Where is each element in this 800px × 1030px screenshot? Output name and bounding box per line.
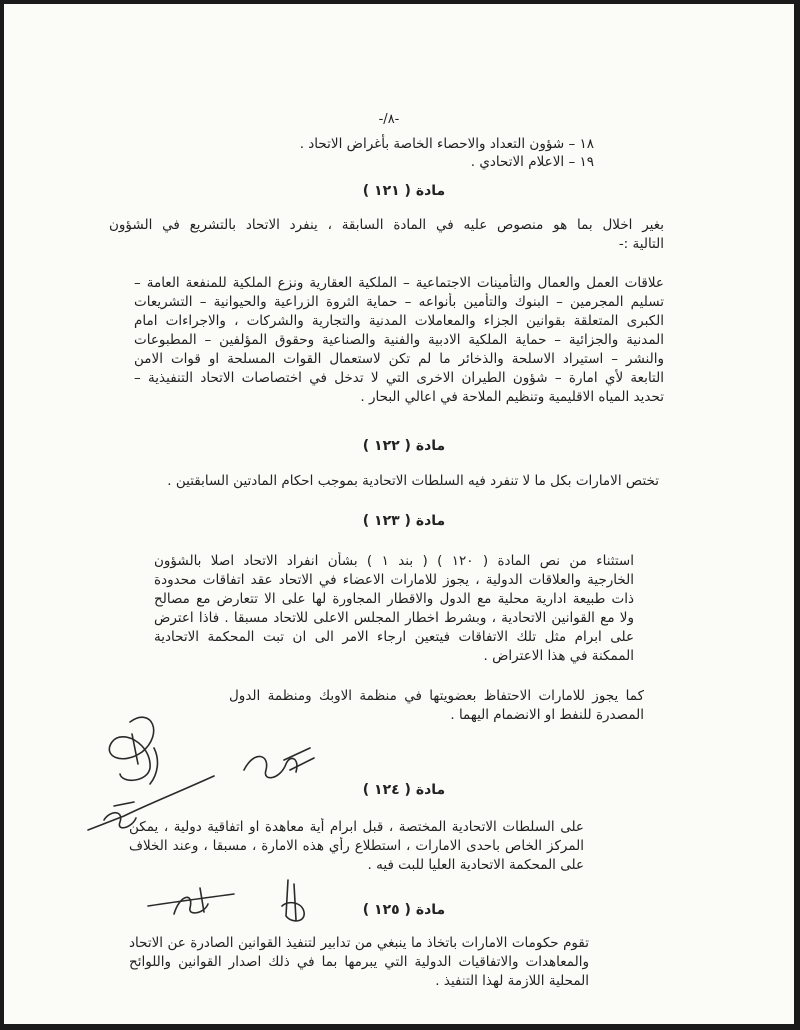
article-125-heading: مادة ( ١٢٥ )	[362, 902, 446, 918]
article-123-text: استثناء من نص المادة ( ١٢٠ ) ( بند ١ ) بشأن انفراد الاتحاد اصلا بالشؤون الخارجية والعلاقات الدولية ، يجوز للامارات الاعضاء في الاتحاد عقد اتفاقات محدودة ذات طبيعة ادارية محلية مع الدول والاقطار المجاورة لها على الا تتعارض مع مصالح ولا مع القوانين الاتحادية ، وبشرط اخطار المجلس الاعلى للاتحاد مسبقا . فاذا اعترض على ابرام مثل تلك الاتفاقات فيتعين ارجاء الامر الى ان تبت المحكمة الاتحادية الممكنة في هذا الاعتراض .	[154, 553, 634, 664]
list-item-19: ١٩ – الاعلام الاتحادي .	[470, 154, 594, 170]
article-124-text: على السلطات الاتحادية المختصة ، قبل ابرام أية معاهدة او اتفاقية دولية ، يمكن المركز الخاص باحدى الامارات ، استطلاع رأي هذه الامارة ، مسبقا ، وعند الخلاف على المحكمة الاتحادية العليا للبت فيه .	[129, 819, 584, 873]
article-123-heading: مادة ( ١٢٣ )	[362, 513, 446, 529]
list-item-text: شؤون التعداد والاحصاء الخاصة بأغراض الاتحاد .	[299, 136, 565, 152]
article-125-text: تقوم حكومات الامارات باتخاذ ما ينبغي من تدابير لتنفيذ القوانين الصادرة عن الاتحاد والمعاهدات والاتفاقيات الدولية التي يبرمها بما في ذلك اصدار القوانين واللوائح المحلية اللازمة لهذا التنفيذ .	[129, 935, 589, 989]
article-121-list: علاقات العمل والعمال والتأمينات الاجتماعية – الملكية العقارية ونزع الملكية للمنفعة العامة – تسليم المجرمين – البنوك والتأمين بأنواعه – حماية الثروة الزراعية والحيوانية – التشريعات الكبرى المتعلقة بقوانين الجزاء والمعاملات المدنية والتجارية والشركات ، والاجراءات امام المدنية والجزائية – حماية الملكية الادبية والفنية والصناعية وحقوق المؤلفين – المطبوعات والنشر – استيراد الاسلحة والذخائر ما لم تكن لاستعمال القوات المسلحة او قوات الامن التابعة لأي امارة – شؤون الطيران الاخرى التي لا تدخل في اختصاصات الاتحاد التنفيذية – تحديد المياه الاقليمية وتنظيم الملاحة في اعالي البحار .	[134, 275, 664, 405]
article-121-intro: بغير اخلال بما هو منصوص عليه في المادة السابقة ، ينفرد الاتحاد بالتشريع في الشؤون التالية :-	[109, 217, 664, 252]
list-item-text: الاعلام الاتحادي .	[470, 154, 565, 170]
list-item-number: ١٨	[579, 136, 594, 152]
list-item-number: ١٩	[579, 154, 594, 170]
list-item-18: ١٨ – شؤون التعداد والاحصاء الخاصة بأغراض الاتحاد .	[299, 136, 594, 152]
document-page	[4, 4, 794, 1024]
signature-4	[144, 884, 244, 924]
page-number: -/٨-	[378, 112, 400, 127]
article-121-heading: مادة ( ١٢١ )	[362, 183, 446, 199]
article-122-text: تختص الامارات بكل ما لا تنفرد فيه السلطات الاتحادية بموجب احكام المادتين السابقتين .	[167, 473, 659, 489]
article-123-text-2: كما يجوز للامارات الاحتفاظ بعضويتها في منظمة الاوبك ومنظمة الدول المصدرة للنفط او الانضمام اليهما .	[229, 688, 644, 723]
article-122-heading: مادة ( ١٢٢ )	[362, 438, 446, 454]
article-124-heading: مادة ( ١٢٤ )	[362, 782, 446, 798]
